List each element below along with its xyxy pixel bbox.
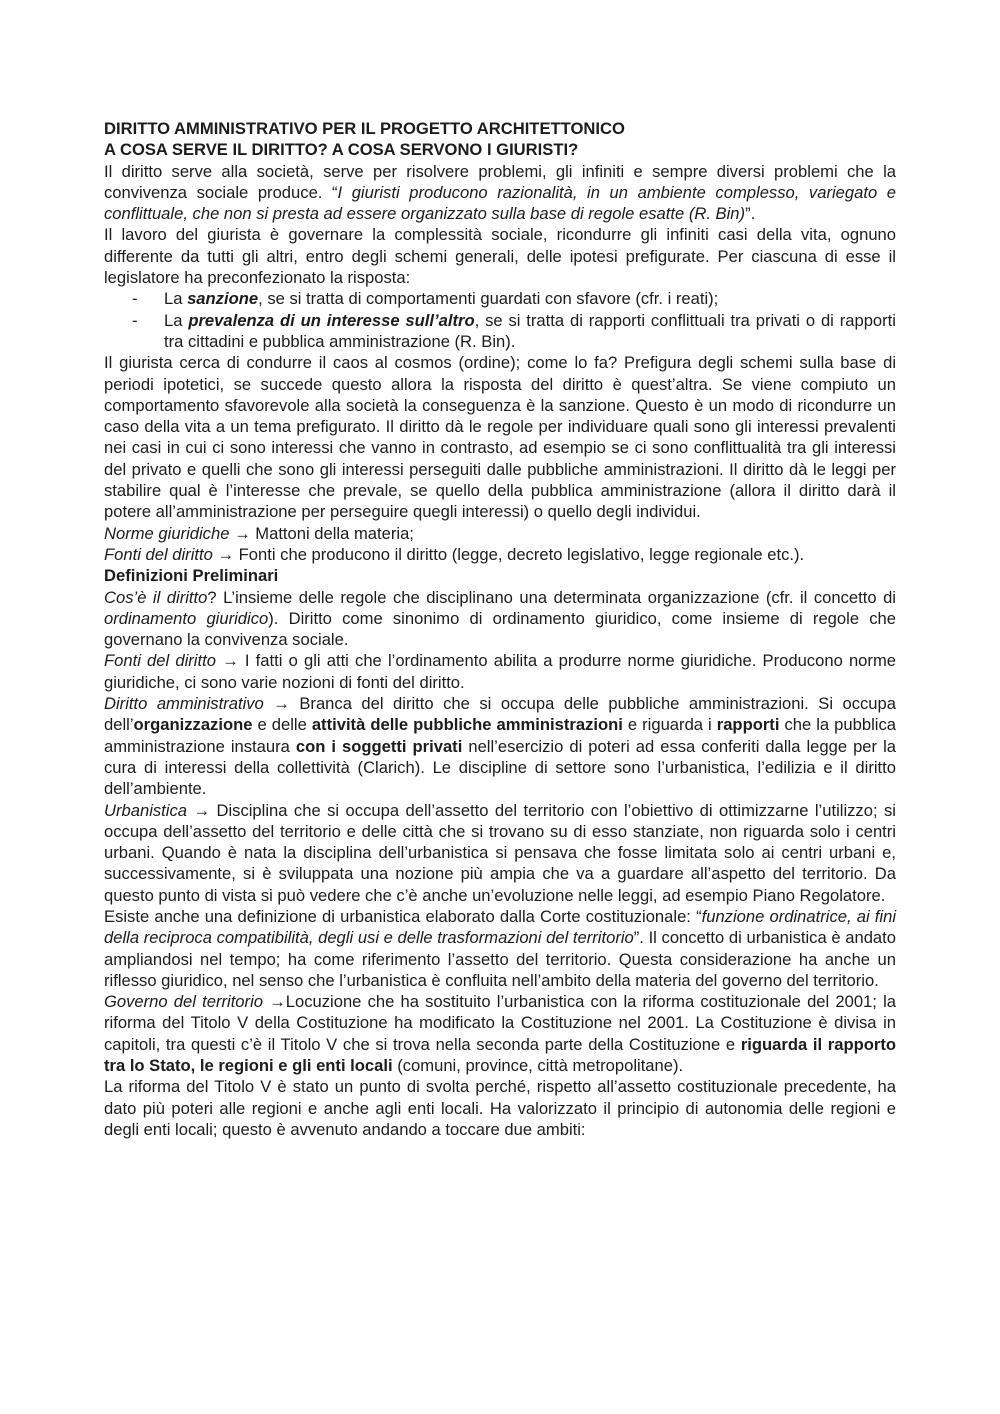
text: Locuzione che ha sostituito l’urbanistica con la riforma costituzionale del 2001; la riforma del Titolo V della Costituzione ha modificato la Costituzione nel 2001. La Costituzione è divisa in capitoli, tra questi c’è il Titolo V che si trova nella seconda parte della Costituzione e	[104, 992, 896, 1054]
paragraph-caos-cosmos: Il giurista cerca di condurre il caos al cosmos (ordine); come lo fa? Prefigura degli schemi sulla base di periodi ipotetici, se succede questo allora la risposta del diritto è quest’altra. Se viene compiuto un comportamento sfavorevole alla società la conseguenza è la sanzione. Questo è un modo di ricondurre un caso della vita a un tema prefigurato. Il diritto dà le regole per individuare quali sono gli interessi prevalenti nei casi in cui ci sono interessi che vanno in contrasto, ad esempio se ci sono conflittualità tra gli interessi del privato e quelli che sono gli interessi perseguiti dalle pubbliche amministrazioni. Il diritto dà le leggi per stabilire qual è l’interesse che prevale, se quello della pubblica amministrazione (allora il diritto darà il potere all’amministrazione per perseguire quegli interessi) o quello degli individui.	[104, 353, 896, 522]
arrow-right-icon: →	[222, 651, 239, 671]
text: Esiste anche una definizione di urbanistica elaborato dalla Corte costituzionale: “	[104, 906, 702, 926]
quote: funzione ordinatrice, ai fini della reciproca compatibilità, degli usi e delle trasformazioni del territorio	[104, 906, 897, 948]
text: La	[164, 289, 188, 309]
emphasis-term: prevalenza di un interesse sull’altro	[188, 310, 475, 330]
definition-norme	[104, 523, 896, 544]
text: , se si tratta di rapporti conflittuali tra privati o di rapporti tra cittadini e pubblica amministrazione (R. Bin).	[164, 310, 896, 351]
text: Branca del diritto che si occupa delle pubbliche amministrazioni. Si occupa dell’	[104, 694, 896, 735]
definition-diritto	[104, 587, 896, 651]
list-dash: -	[132, 289, 138, 309]
text: Il diritto serve alla società, serve per risolvere problemi, gli infiniti e sempre diversi problemi che la convivenza sociale produce. “	[104, 161, 896, 202]
arrow-right-icon: →	[273, 694, 290, 714]
arrow-right-icon: →	[193, 800, 211, 820]
text: , se si tratta di comportamenti guardati con sfavore (cfr. i reati);	[258, 289, 719, 309]
definition-urbanistica	[104, 800, 896, 906]
arrow-right-icon: →	[269, 992, 286, 1012]
paragraph-intro	[104, 161, 896, 225]
bold-text: con i soggetti privati	[295, 736, 463, 756]
list-item	[104, 310, 896, 353]
definition-diritto-amministrativo	[104, 693, 896, 799]
term: Diritto amministrativo	[104, 694, 264, 714]
emphasis: ordinamento giuridico	[104, 608, 269, 628]
answer-list	[104, 288, 896, 352]
section-heading: Definizioni Preliminari	[104, 566, 279, 586]
text: ”. Il concetto di urbanistica è andato ampliandosi nel tempo; ha come riferimento l’assetto del territorio. Questa considerazione ha anche un riflesso giuridico, nel senso che l’urbanistica è confluita nell’ambito della materia del governo del territorio.	[104, 928, 896, 990]
text: Mattoni della materia;	[250, 523, 414, 543]
definition-fonti-2	[104, 650, 896, 693]
term: Fonti del diritto	[104, 544, 213, 564]
text: (comuni, province, città metropolitane).	[392, 1056, 684, 1076]
text: e delle	[252, 715, 312, 735]
text: I fatti o gli atti che l’ordinamento abilita a produrre norme giuridiche. Producono norme giuridiche, ci sono varie nozioni di fonti del diritto.	[104, 651, 896, 692]
text: ”.	[745, 204, 756, 224]
arrow-right-icon: →	[234, 523, 251, 543]
text: La	[164, 310, 189, 330]
paragraph-titolo-v: La riforma del Titolo V è stato un punto di svolta perché, rispetto all’assetto costituzionale precedente, ha dato più poteri alle regioni e anche agli enti locali. Ha valorizzato il principio di autonomia delle regioni e degli enti locali; questo è avvenuto andando a toccare due ambiti:	[104, 1077, 896, 1139]
text: nell’esercizio di poteri ad essa conferiti dalla legge per la cura di interessi della collettività (Clarich). Le discipline di settore sono l’urbanistica, l’edilizia e il diritto dell’ambiente.	[104, 736, 896, 799]
text: ? L’insieme delle regole che disciplinano una determinata organizzazione (cfr. il concetto di	[207, 587, 896, 607]
document-subtitle: A COSA SERVE IL DIRITTO? A COSA SERVONO I GIURISTI?	[104, 140, 579, 160]
paragraph-giurista: Il lavoro del giurista è governare la complessità sociale, ricondurre gli infiniti casi della vita, ognuno differente da tutti gli altri, entro degli schemi generali, delle ipotesi prefigurate. Per ciascuna di esse il legislatore ha preconfezionato la risposta:	[104, 225, 896, 288]
bold-text: organizzazione	[133, 715, 253, 735]
bold-text: riguarda il rapporto tra lo Stato, le regioni e gli enti locali	[104, 1034, 896, 1076]
paragraph-corte-costituzionale	[104, 906, 896, 991]
term: Cos’è il diritto	[104, 587, 208, 607]
document-title: DIRITTO AMMINISTRATIVO PER IL PROGETTO ARCHITETTONICO	[104, 119, 625, 138]
definition-governo-territorio	[104, 991, 896, 1076]
list-dash: -	[132, 310, 138, 330]
bold-text: attività delle pubbliche amministrazioni	[311, 715, 623, 735]
arrow-right-icon: →	[217, 544, 235, 564]
bold-text: rapporti	[716, 715, 780, 735]
term: Fonti del diritto	[104, 651, 216, 671]
text: Disciplina che si occupa dell’assetto del territorio con l’obiettivo di ottimizzarne l’utilizzo; si occupa dell’assetto del territorio e delle città che si trovano su di esso stanziate, non riguarda solo i centri urbani. Quando è nata la disciplina dell’urbanistica si pensava che fosse limitata solo ai centri urbani e, successivamente, si è sviluppata una nozione più ampia che va a guardare all’aspetto del territorio. Da questo punto di vista si può vedere che c’è anche un’evoluzione nelle leggi, ad esempio Piano Regolatore.	[104, 800, 896, 905]
list-item	[104, 288, 896, 309]
definition-fonti	[104, 544, 896, 565]
text: Fonti che producono il diritto (legge, decreto legislativo, legge regionale etc.).	[234, 544, 805, 564]
emphasis-term: sanzione	[187, 289, 259, 309]
text: e riguarda i	[622, 715, 717, 735]
term: Norme giuridiche	[104, 523, 230, 543]
text: ). Diritto come sinonimo di ordinamento giuridico, come insieme di regole che governano la convivenza sociale.	[104, 608, 896, 650]
quote-bin: I giuristi producono razionalità, in un ambiente complesso, variegato e conflittuale, che non si presta ad essere organizzato sulla base di regole esatte (R. Bin)	[104, 182, 896, 224]
term: Urbanistica	[104, 800, 188, 820]
text: che la pubblica amministrazione instaura	[104, 715, 896, 756]
term: Governo del territorio	[104, 992, 263, 1012]
